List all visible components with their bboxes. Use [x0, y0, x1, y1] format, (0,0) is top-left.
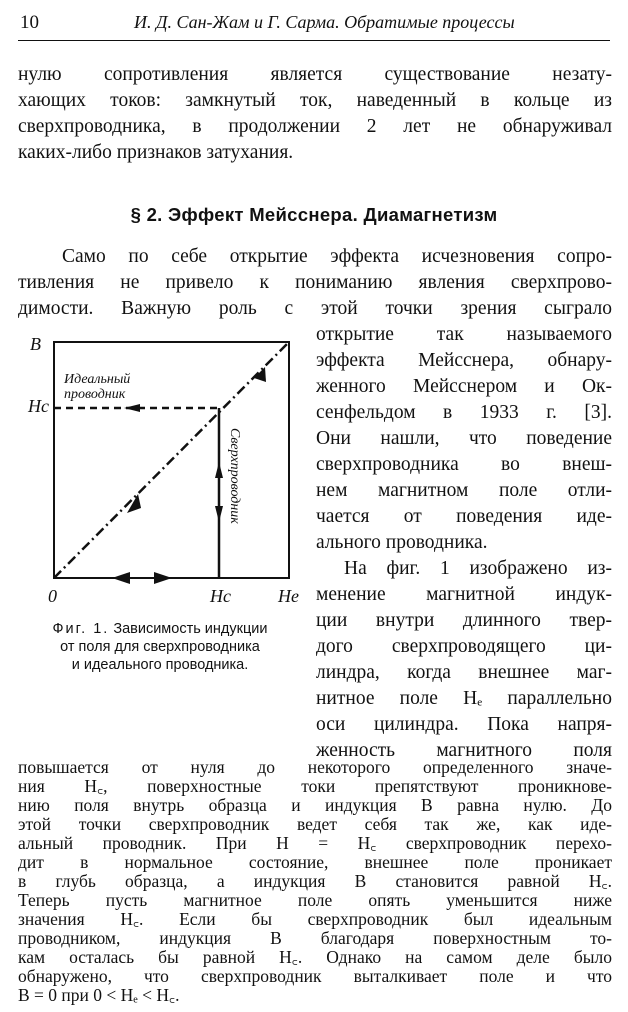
text-line: нем магнитном поле отли- [316, 480, 612, 501]
section-heading: § 2. Эффект Мейсснера. Диамагнетизм [130, 204, 498, 225]
text-line: ции внутри длинного твер- [316, 610, 612, 631]
figure-caption [20, 620, 300, 638]
text-line: сверхпроводника, в продолжении 2 лет не обнаруживал [18, 116, 612, 137]
figure-caption-line: от поля для сверхпроводника [60, 639, 260, 655]
text-line: чается от поведения иде- [316, 506, 612, 527]
hc-tick-label: Hc [210, 586, 231, 606]
text-line: менение магнитной индук- [316, 584, 612, 605]
text-line: дого сверхпроводящего ци- [316, 636, 612, 657]
ideal-conductor-label: Идеальный [64, 372, 131, 387]
arrow-left-dashed [124, 404, 140, 412]
text-line: сверхпроводника во внеш- [316, 454, 612, 475]
text-line: нию поля внутрь образца и индукция B равна нулю. До [18, 796, 612, 815]
text-line: каких-либо признаков затухания. [18, 142, 294, 163]
hc-axis-label: Hc [28, 396, 49, 416]
text-line: Само по себе открытие эффекта исчезновения сопро- [62, 246, 612, 267]
text-line: B = 0 при 0 < Hₑ < H꜀. [18, 986, 180, 1005]
text-line: проводником, индукция B благодаря поверхностным то- [18, 929, 612, 948]
text-line: сенфельдом в 1933 г. [3]. [316, 402, 612, 423]
arrow-down [215, 506, 223, 522]
text-line: нитное поле Hₑ параллельно [316, 688, 612, 709]
text-line: Теперь пусть магнитное поле опять уменьшится ниже [18, 891, 612, 910]
text-line: дит в нормальное состояние, внешнее поле проникает [18, 853, 612, 872]
text-line: димости. Важную роль с этой точки зрения сыграло [18, 298, 612, 319]
text-line: оси цилиндра. Пока напря- [316, 714, 612, 735]
arrow-up [215, 462, 223, 478]
origin-label: 0 [48, 586, 57, 606]
text-line: женного Мейсснером и Ок- [316, 376, 612, 397]
text-line: значения H꜀. Если бы сверхпроводник был идеальным [18, 910, 612, 929]
he-axis-label: He [278, 586, 299, 606]
text-line: ального проводника. [316, 532, 488, 553]
text-line: эффекта Мейсснера, обнару- [316, 350, 612, 371]
text-line: обнаружено, что сверхпроводник выталкивает поле и что [18, 967, 612, 986]
running-header [18, 10, 610, 40]
arrow-left-bottom [112, 572, 130, 584]
page-number: 10 [20, 12, 39, 33]
text-line: Они нашли, что поведение [316, 428, 612, 449]
superconductor-label: Сверхпроводник [227, 428, 242, 524]
text-line: линдра, когда внешнее маг- [316, 662, 612, 683]
text-line: ния H꜀, поверхностные токи препятствуют проникнове- [18, 777, 612, 796]
running-title: И. Д. Сан-Жам и Г. Сарма. Обратимые процессы [134, 12, 515, 32]
y-axis-label: B [30, 334, 41, 354]
text-line: повышается от нуля до некоторого определенного значе- [18, 758, 612, 777]
text-line: альный проводник. При H = H꜀ сверхпроводник перехо- [18, 834, 612, 853]
caption-text: Зависимость индукции [113, 621, 268, 637]
text-line: этой точки сверхпроводник ведет себя так же, как иде- [18, 815, 612, 834]
figure-1 [26, 330, 308, 630]
text-line: тивления не привело к пониманию явления сверхпрово- [18, 272, 612, 293]
text-line: женность магнитного поля [316, 740, 612, 761]
text-line: хающих токов: замкнутый ток, наведенный в кольце из [18, 90, 612, 111]
text-line: На фиг. 1 изображено из- [344, 558, 612, 579]
header-rule [18, 40, 610, 41]
arrow-right-bottom [154, 572, 172, 584]
text-line: нулю сопротивления является существование незату- [18, 64, 612, 85]
text-line: открытие так называемого [316, 324, 612, 345]
ideal-conductor-label: проводник [64, 387, 126, 402]
text-line: кам осталась бы равной H꜀. Однако на самом деле было [18, 948, 612, 967]
text-line: в глубь образца, а индукция B становится равной H꜀. [18, 872, 612, 891]
caption-figure-number: Фиг. 1. [52, 621, 110, 637]
figure-caption-line: и идеального проводника. [71, 657, 249, 673]
